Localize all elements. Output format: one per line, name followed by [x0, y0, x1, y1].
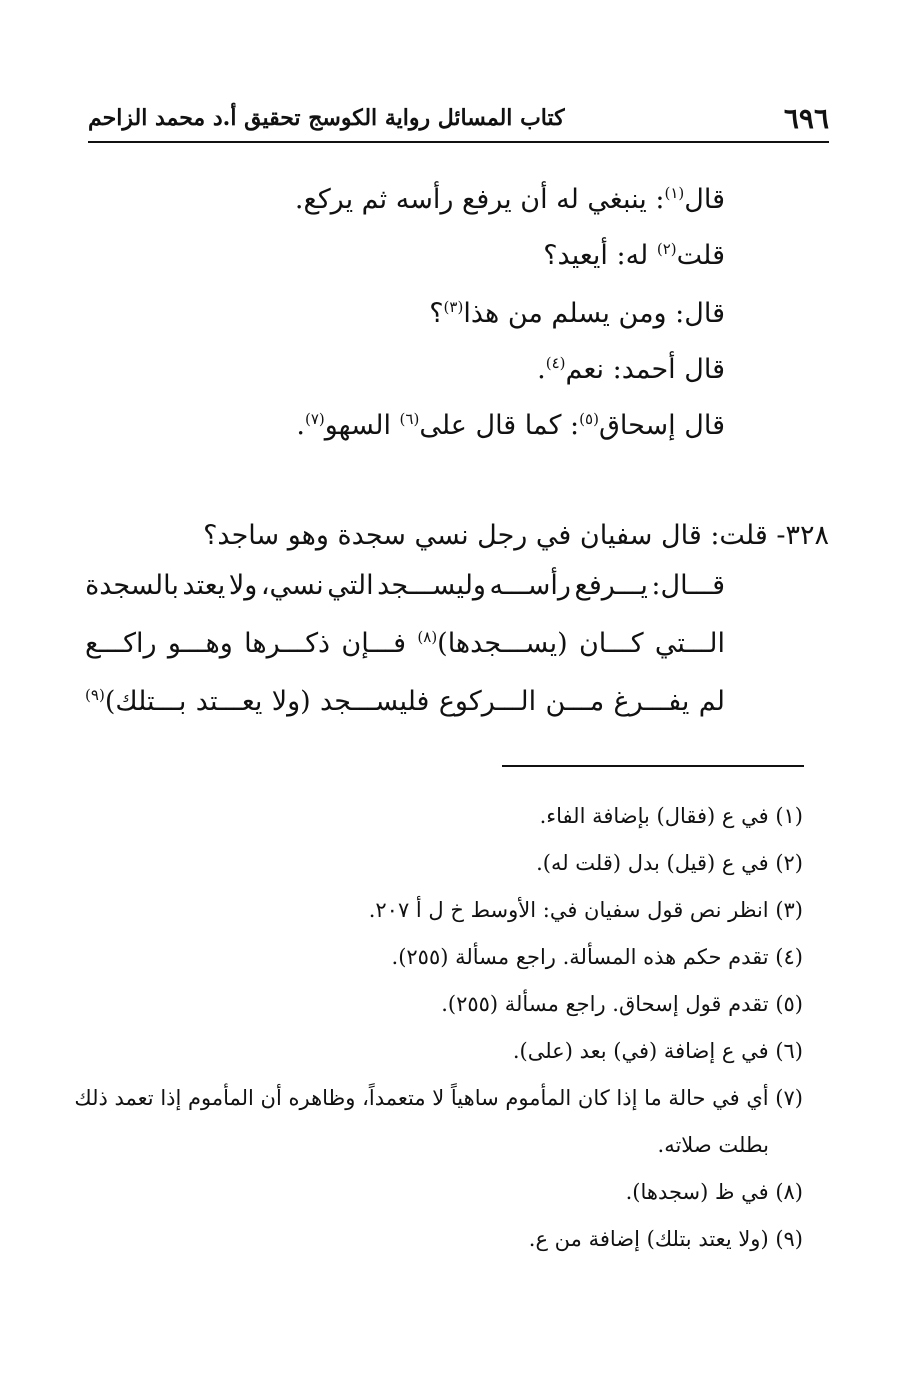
header-rule — [88, 141, 829, 143]
body-text: قال: ومن يسلم من هذا — [463, 298, 725, 329]
footnote-ref: (٩) — [85, 686, 105, 704]
footnote-ref: (٦) — [399, 410, 420, 428]
answer-word: نسي، — [260, 570, 324, 601]
footnote-ref: (٥) — [579, 410, 599, 428]
answer-word: كـــان — [578, 628, 644, 659]
answer-word: قـــال: — [651, 570, 725, 601]
body-line-3 — [429, 298, 725, 329]
answer-word: ذكـــرها — [244, 628, 331, 659]
footnote-4: (٤) تقدم حكم هذه المسألة. راجع مسألة (٢٥٥). — [391, 945, 803, 969]
footnote-ref: (٣) — [443, 298, 464, 316]
answer-word: يفـــرغ — [613, 686, 690, 717]
answer-line-3 — [85, 686, 725, 717]
footnote-ref: (٨) — [417, 628, 438, 646]
body-text: : ينبغي له أن يرفع رأسه ثم يركع. — [294, 184, 665, 215]
footnote-9: (٩) (ولا يعتد بتلك) إضافة من ع. — [528, 1227, 803, 1251]
footnote-ref: (٤) — [545, 354, 566, 372]
footnote-2: (٢) في ع (قيل) بدل (قلت له). — [536, 851, 803, 875]
footnote-ref: (٢) — [656, 240, 677, 258]
body-line-1 — [295, 184, 725, 215]
footnote-7: (٧) أي في حالة ما إذا كان المأموم ساهياً لا متعمداً، وظاهره أن المأموم إذا تعمد ذلك — [74, 1086, 803, 1110]
answer-line-2 — [85, 628, 725, 659]
footnote-6: (٦) في ع إضافة (في) بعد (على). — [512, 1039, 803, 1063]
answer-word: لم — [698, 686, 725, 717]
answer-line-1 — [85, 570, 725, 601]
answer-word: مـــن — [545, 686, 605, 717]
answer-word: يـــرفع — [574, 570, 648, 601]
answer-word: الـــتي — [654, 628, 725, 659]
question-328: ٣٢٨- قلت: قال سفيان في رجل نسي سجدة وهو ساجد؟ — [203, 520, 829, 551]
body-text: له: أيعيد؟ — [543, 240, 657, 271]
answer-word — [85, 686, 186, 717]
page-header — [88, 100, 829, 136]
footnote-rule — [502, 765, 804, 767]
body-line-2 — [543, 240, 725, 271]
footnote-ref: (٧) — [304, 410, 325, 428]
answer-word: بالسجدة — [85, 570, 179, 601]
running-title: كتاب المسائل رواية الكوسج تحقيق أ.د محمد الزاحم — [88, 105, 565, 131]
footnote-5: (٥) تقدم قول إسحاق. راجع مسألة (٢٥٥). — [441, 992, 803, 1016]
answer-word: راكـــع — [85, 628, 157, 659]
body-text: قلت — [676, 240, 725, 271]
body-text: قال أحمد: نعم — [565, 354, 725, 385]
answer-word: فـــإن — [341, 628, 407, 659]
body-text: قال إسحاق — [598, 410, 725, 441]
body-line-5 — [296, 410, 725, 441]
answer-word: فليســـجد — [320, 686, 430, 717]
footnote-8: (٨) في ظ (سجدها). — [625, 1180, 803, 1204]
footnote-ref: (١) — [664, 184, 685, 202]
body-line-4 — [537, 354, 725, 385]
footnote-1: (١) في ع (فقال) بإضافة الفاء. — [539, 804, 803, 828]
answer-word: الـــركوع — [438, 686, 537, 717]
answer-word: يعـــتد — [195, 686, 263, 717]
answer-word: ولا — [228, 570, 258, 601]
answer-word: التي — [327, 570, 374, 601]
answer-word: وليســـجد — [377, 570, 486, 601]
body-text: ؟ — [429, 298, 444, 329]
answer-word: وهـــو — [167, 628, 233, 659]
answer-word: يعتد — [182, 570, 226, 601]
body-text: : كما قال على — [419, 410, 580, 441]
answer-word: (ولا — [271, 686, 311, 717]
answer-word: رأســـه — [489, 570, 571, 601]
body-text: قال — [684, 184, 725, 215]
answer-word-text: بـــتلك) — [104, 686, 187, 717]
body-text: السهو — [324, 410, 400, 441]
body-text: . — [296, 410, 305, 441]
page-number: ٦٩٦ — [783, 101, 829, 135]
body-text: . — [537, 354, 546, 385]
answer-word-text: (يســـجدها) — [437, 628, 568, 659]
footnote-3: (٣) انظر نص قول سفيان في: الأوسط خ ل أ ٢٠٧. — [368, 898, 803, 922]
footnote-7-continuation: بطلت صلاته. — [657, 1133, 769, 1157]
answer-word — [417, 628, 567, 659]
